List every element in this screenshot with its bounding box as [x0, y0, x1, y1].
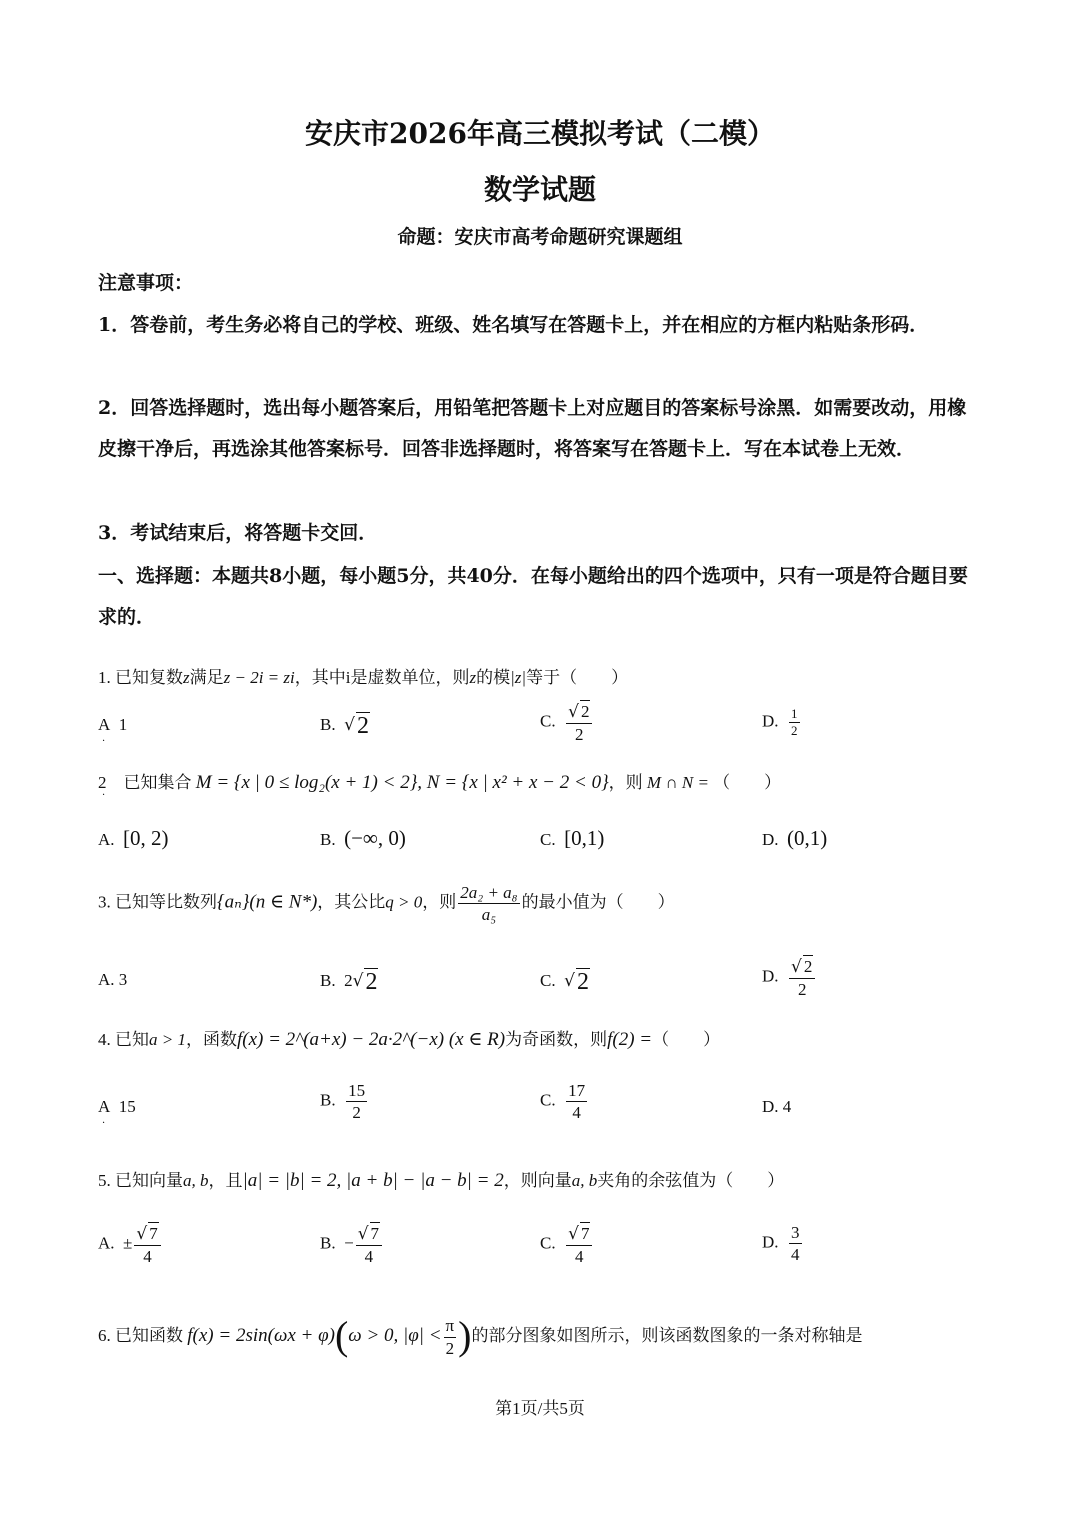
question-3-option-b: B. 2√2 [320, 969, 378, 995]
question-5-option-d: D. $\frac{3}{4}$ [762, 1223, 800, 1265]
question-4-option-b: B. $\frac{15}{2}$ [320, 1081, 366, 1123]
question-1-option-a: A 1 [98, 715, 128, 734]
question-2-option-b: B. (−∞, 0) [320, 826, 406, 850]
question-3-option-a: A. 3 [98, 970, 128, 989]
question-2-option-c: C. [0,1) [540, 826, 605, 850]
question-3-option-c: C. √2 [540, 969, 589, 995]
question-1-option-c: C. $\frac{√ 2}{2}$ [540, 700, 594, 746]
question-4-option-c: C. $\frac{17}{4}$ [540, 1081, 586, 1123]
notes-heading: 注意事项： [98, 272, 194, 294]
question-3-option-d: D. $\frac{√ 2}{2}$ [762, 955, 817, 1001]
question-5-option-c: C. $\frac{√ 7}{4}$ [540, 1222, 594, 1268]
question-4-stem: 4. 已知a > 1，函数f(x) = 2^(a+x) − 2a·2^(−x) (x ∈ R)为奇函数，则f(2) =（ ） [98, 1029, 721, 1050]
question-2-option-d: D. (0,1) [762, 826, 828, 850]
question-2-option-a: A. [0, 2) [98, 826, 169, 850]
exam-title: 安庆市2026年高三模拟考试（二模） [305, 117, 775, 150]
question-1-option-d: D. $\frac{1}{2}$ [762, 706, 798, 739]
question-1-option-b: B. √2 [320, 713, 369, 739]
question-2-stem: 2 已知集合 M = {x | 0 ≤ log₂(x + 1) < 2}, N = {x | x² + x − 2 < 0}，则 M ∩ N = （ ） [98, 772, 782, 793]
exam-subtitle: 数学试题 [483, 173, 596, 206]
question-3-stem: 3. 已知等比数列{aₙ}(n ∈ N*)，其公比q > 0，则 $\frac{\text{2a₂ + a₈}}{\text{a₅}}$ 的最小值为（ ） [98, 883, 675, 925]
question-5-option-b: B. − $\frac{√ 7}{4}$ [320, 1222, 384, 1268]
question-4-option-a: A 15 [98, 1097, 136, 1116]
question-5-stem: 5. 已知向量a, b，且|a| = |b| = 2, |a + b| − |a − b| = 2，则向量a, b夹角的余弦值为（ ） [98, 1170, 785, 1191]
note-item-2: 2．回答选择题时，选出每小题答案后，用铅笔把答题卡上对应题目的答案标号涂黑．如需要改动，用橡皮擦干净后，再选涂其他答案标号．回答非选择题时，将答案写在答题卡上．写在本试卷上无效． [98, 397, 967, 460]
note-item-3: 3．考试结束后，将答题卡交回． [98, 522, 378, 544]
question-1-stem: 1. 已知复数z满足z − 2i = zi，其中i是虚数单位，则z的模|z|等于（ ） [98, 668, 629, 687]
section-heading: 一、选择题：本题共8小题，每小题5分，共40分．在每小题给出的四个选项中，只有一项是符合题目要求的． [98, 565, 968, 628]
question-4-option-d: D. 4 [762, 1097, 792, 1116]
note-item-1: 1．答卷前，考生务必将自己的学校、班级、姓名填写在答题卡上，并在相应的方框内粘贴条形码． [98, 314, 929, 336]
question-6-stem: 6. 已知函数 f(x) = 2sin(ωx + φ)(ω > 0, |φ| < $\frac{\pi}{2}$ )的部分图象如图所示，则该函数图象的一条对称轴是 [98, 1313, 863, 1358]
exam-author: 命题：安庆市高考命题研究课题组 [397, 226, 683, 248]
page-footer: 第1页/共5页 [495, 1399, 585, 1418]
question-5-option-a: A. ± $\frac{√ 7}{4}$ [98, 1222, 163, 1268]
